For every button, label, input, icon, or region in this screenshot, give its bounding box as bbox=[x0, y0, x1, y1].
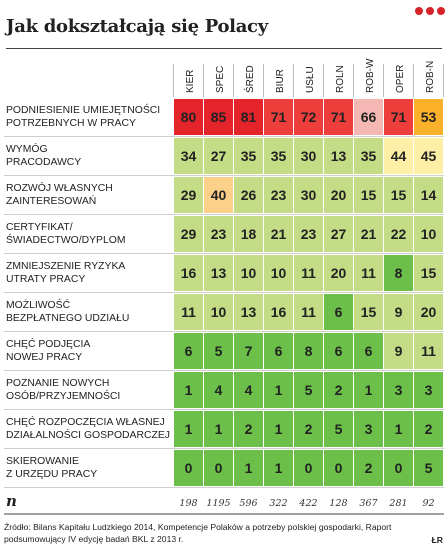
row-label: ZAINTERESOWAŃ bbox=[6, 196, 97, 207]
row-label: Z URZĘDU PRACY bbox=[6, 469, 98, 480]
n-value: 281 bbox=[389, 498, 408, 509]
cell-value: 2 bbox=[304, 421, 313, 437]
cell-value: 4 bbox=[214, 382, 223, 398]
row-label: CHĘĆ PODJĘCIA bbox=[6, 339, 91, 350]
row-label: UTRATY PRACY bbox=[6, 274, 86, 285]
row-label: POTRZEBNYCH W PRACY bbox=[6, 118, 136, 129]
column-header: SPEC bbox=[215, 65, 226, 93]
cell-value: 1 bbox=[274, 460, 283, 476]
cell-value: 30 bbox=[300, 148, 317, 164]
cell-value: 15 bbox=[390, 187, 407, 203]
cell-value: 0 bbox=[304, 460, 313, 476]
cell-value: 6 bbox=[274, 343, 283, 359]
row-label: NOWEJ PRACY bbox=[6, 352, 83, 363]
cell-value: 44 bbox=[390, 148, 407, 164]
cell-value: 1 bbox=[244, 460, 253, 476]
column-header: OPER bbox=[395, 64, 406, 93]
n-label: n bbox=[6, 492, 17, 510]
cell-value: 1 bbox=[364, 382, 373, 398]
cell-value: 1 bbox=[274, 421, 283, 437]
cell-value: 1 bbox=[274, 382, 283, 398]
row-label: PODNIESIENIE UMIEJĘTNOŚCI bbox=[6, 105, 161, 116]
cell-value: 34 bbox=[180, 148, 197, 164]
row-background bbox=[4, 410, 172, 448]
n-value: 596 bbox=[239, 498, 258, 509]
cell-value: 8 bbox=[304, 343, 313, 359]
cell-value: 20 bbox=[420, 304, 437, 320]
row-label: BEZPŁATNEGO UDZIAŁU bbox=[6, 313, 130, 324]
cell-value: 9 bbox=[394, 343, 403, 359]
cell-value: 0 bbox=[334, 460, 343, 476]
row-label: CERTYFIKAT/ bbox=[6, 222, 73, 233]
row-background bbox=[4, 215, 172, 253]
cell-value: 2 bbox=[364, 460, 373, 476]
cell-value: 35 bbox=[360, 148, 377, 164]
n-value: 367 bbox=[359, 498, 378, 509]
row-label: WYMÓG bbox=[6, 144, 48, 155]
row-background bbox=[4, 449, 172, 487]
row-label: DZIAŁALNOŚCI GOSPODARCZEJ bbox=[6, 430, 170, 441]
source-note: Źródło: Bilans Kapitału Ludzkiego 2014, Kompetencje Polaków a potrzeby polskiej gospodarki, Raport podsumowujący IV edycję badań BKL z 2013 r. bbox=[4, 522, 392, 544]
row-background bbox=[4, 293, 172, 331]
cell-value: 16 bbox=[180, 265, 197, 281]
cell-value: 5 bbox=[334, 421, 343, 437]
cell-value: 72 bbox=[300, 109, 317, 125]
cell-value: 2 bbox=[424, 421, 433, 437]
cell-value: 30 bbox=[300, 187, 317, 203]
cell-value: 53 bbox=[420, 109, 437, 125]
cell-value: 15 bbox=[420, 265, 437, 281]
row-label: OSÓB/PRZYJEMNOŚCI bbox=[6, 391, 121, 402]
row-background bbox=[4, 371, 172, 409]
cell-value: 13 bbox=[240, 304, 257, 320]
cell-value: 11 bbox=[301, 265, 316, 281]
row-label: POZNANIE NOWYCH bbox=[6, 378, 110, 389]
cell-value: 11 bbox=[181, 304, 196, 320]
cell-value: 20 bbox=[330, 187, 347, 203]
cell-value: 23 bbox=[270, 187, 287, 203]
column-header: ŚRED bbox=[245, 65, 256, 93]
cell-value: 21 bbox=[270, 226, 287, 242]
cell-value: 6 bbox=[184, 343, 193, 359]
cell-value: 81 bbox=[240, 109, 257, 125]
cell-value: 14 bbox=[420, 187, 437, 203]
cell-value: 71 bbox=[270, 109, 287, 125]
cell-value: 11 bbox=[361, 265, 376, 281]
cell-value: 35 bbox=[240, 148, 257, 164]
cell-value: 2 bbox=[334, 382, 343, 398]
row-label: PRACODAWCY bbox=[6, 157, 82, 168]
cell-value: 27 bbox=[210, 148, 227, 164]
cell-value: 18 bbox=[240, 226, 257, 242]
cell-value: 10 bbox=[420, 226, 437, 242]
row-label: ROZWÓJ WŁASNYCH bbox=[6, 183, 113, 194]
row-background bbox=[4, 137, 172, 175]
n-value: 198 bbox=[179, 498, 198, 509]
cell-value: 20 bbox=[330, 265, 347, 281]
cell-value: 11 bbox=[421, 343, 436, 359]
cell-value: 66 bbox=[360, 109, 377, 125]
cell-value: 2 bbox=[244, 421, 253, 437]
cell-value: 27 bbox=[330, 226, 347, 242]
cell-value: 35 bbox=[270, 148, 287, 164]
cell-value: 26 bbox=[240, 187, 257, 203]
cell-value: 15 bbox=[360, 304, 377, 320]
cell-value: 1 bbox=[214, 421, 223, 437]
cell-value: 10 bbox=[210, 304, 227, 320]
column-header: KIER bbox=[185, 69, 196, 93]
cell-value: 7 bbox=[244, 343, 253, 359]
cell-value: 85 bbox=[210, 109, 227, 125]
cell-value: 0 bbox=[184, 460, 193, 476]
cell-value: 23 bbox=[300, 226, 317, 242]
cell-value: 5 bbox=[304, 382, 313, 398]
cell-value: 10 bbox=[270, 265, 287, 281]
cell-value: 16 bbox=[270, 304, 287, 320]
cell-value: 1 bbox=[184, 421, 193, 437]
cell-value: 40 bbox=[210, 187, 227, 203]
cell-value: 4 bbox=[244, 382, 253, 398]
cell-value: 3 bbox=[394, 382, 403, 398]
cell-value: 21 bbox=[360, 226, 377, 242]
cell-value: 29 bbox=[180, 226, 197, 242]
cell-value: 11 bbox=[301, 304, 316, 320]
cell-value: 3 bbox=[364, 421, 373, 437]
cell-value: 10 bbox=[240, 265, 257, 281]
cell-value: 0 bbox=[214, 460, 223, 476]
cell-value: 23 bbox=[210, 226, 227, 242]
column-header: ROLN bbox=[335, 65, 346, 93]
row-label: SKIEROWANIE bbox=[6, 456, 79, 467]
n-value: 128 bbox=[329, 498, 348, 509]
cell-value: 71 bbox=[390, 109, 407, 125]
n-value: 1195 bbox=[206, 498, 231, 509]
cell-value: 6 bbox=[364, 343, 373, 359]
chart-title: Jak dokształcają się Polacy bbox=[6, 16, 268, 37]
n-value: 422 bbox=[299, 498, 318, 509]
row-label: CHĘĆ ROZPOCZĘCIA WŁASNEJ bbox=[6, 417, 165, 428]
cell-value: 6 bbox=[334, 343, 343, 359]
row-background bbox=[4, 176, 172, 214]
cell-value: 15 bbox=[360, 187, 377, 203]
cell-value: 0 bbox=[394, 460, 403, 476]
cell-value: 5 bbox=[214, 343, 223, 359]
row-background bbox=[4, 98, 172, 136]
n-value: 322 bbox=[269, 498, 288, 509]
row-label: ŚWIADECTWO/DYPLOM bbox=[6, 235, 126, 246]
row-background bbox=[4, 332, 172, 370]
column-header: USŁU bbox=[305, 66, 316, 93]
row-label: MOŻLIWOŚĆ bbox=[6, 300, 71, 311]
cell-value: 22 bbox=[390, 226, 407, 242]
cell-value: 80 bbox=[180, 109, 197, 125]
row-background bbox=[4, 254, 172, 292]
column-header: BIUR bbox=[275, 69, 286, 93]
cell-value: 45 bbox=[420, 148, 437, 164]
cell-value: 6 bbox=[334, 304, 343, 320]
cell-value: 1 bbox=[184, 382, 193, 398]
cell-value: 1 bbox=[394, 421, 403, 437]
cell-value: 29 bbox=[180, 187, 197, 203]
column-header: ROB-N bbox=[425, 60, 436, 93]
cell-value: 5 bbox=[424, 460, 433, 476]
author-credit: ŁR bbox=[431, 535, 443, 545]
n-value: 92 bbox=[422, 498, 435, 509]
row-label: ZMNIEJSZENIE RYZYKA bbox=[6, 261, 126, 272]
cell-value: 13 bbox=[210, 265, 227, 281]
cell-value: 8 bbox=[394, 265, 403, 281]
cell-value: 9 bbox=[394, 304, 403, 320]
cell-value: 71 bbox=[330, 109, 347, 125]
column-header: ROB-W bbox=[365, 58, 376, 93]
cell-value: 13 bbox=[330, 148, 347, 164]
cell-value: 3 bbox=[424, 382, 433, 398]
